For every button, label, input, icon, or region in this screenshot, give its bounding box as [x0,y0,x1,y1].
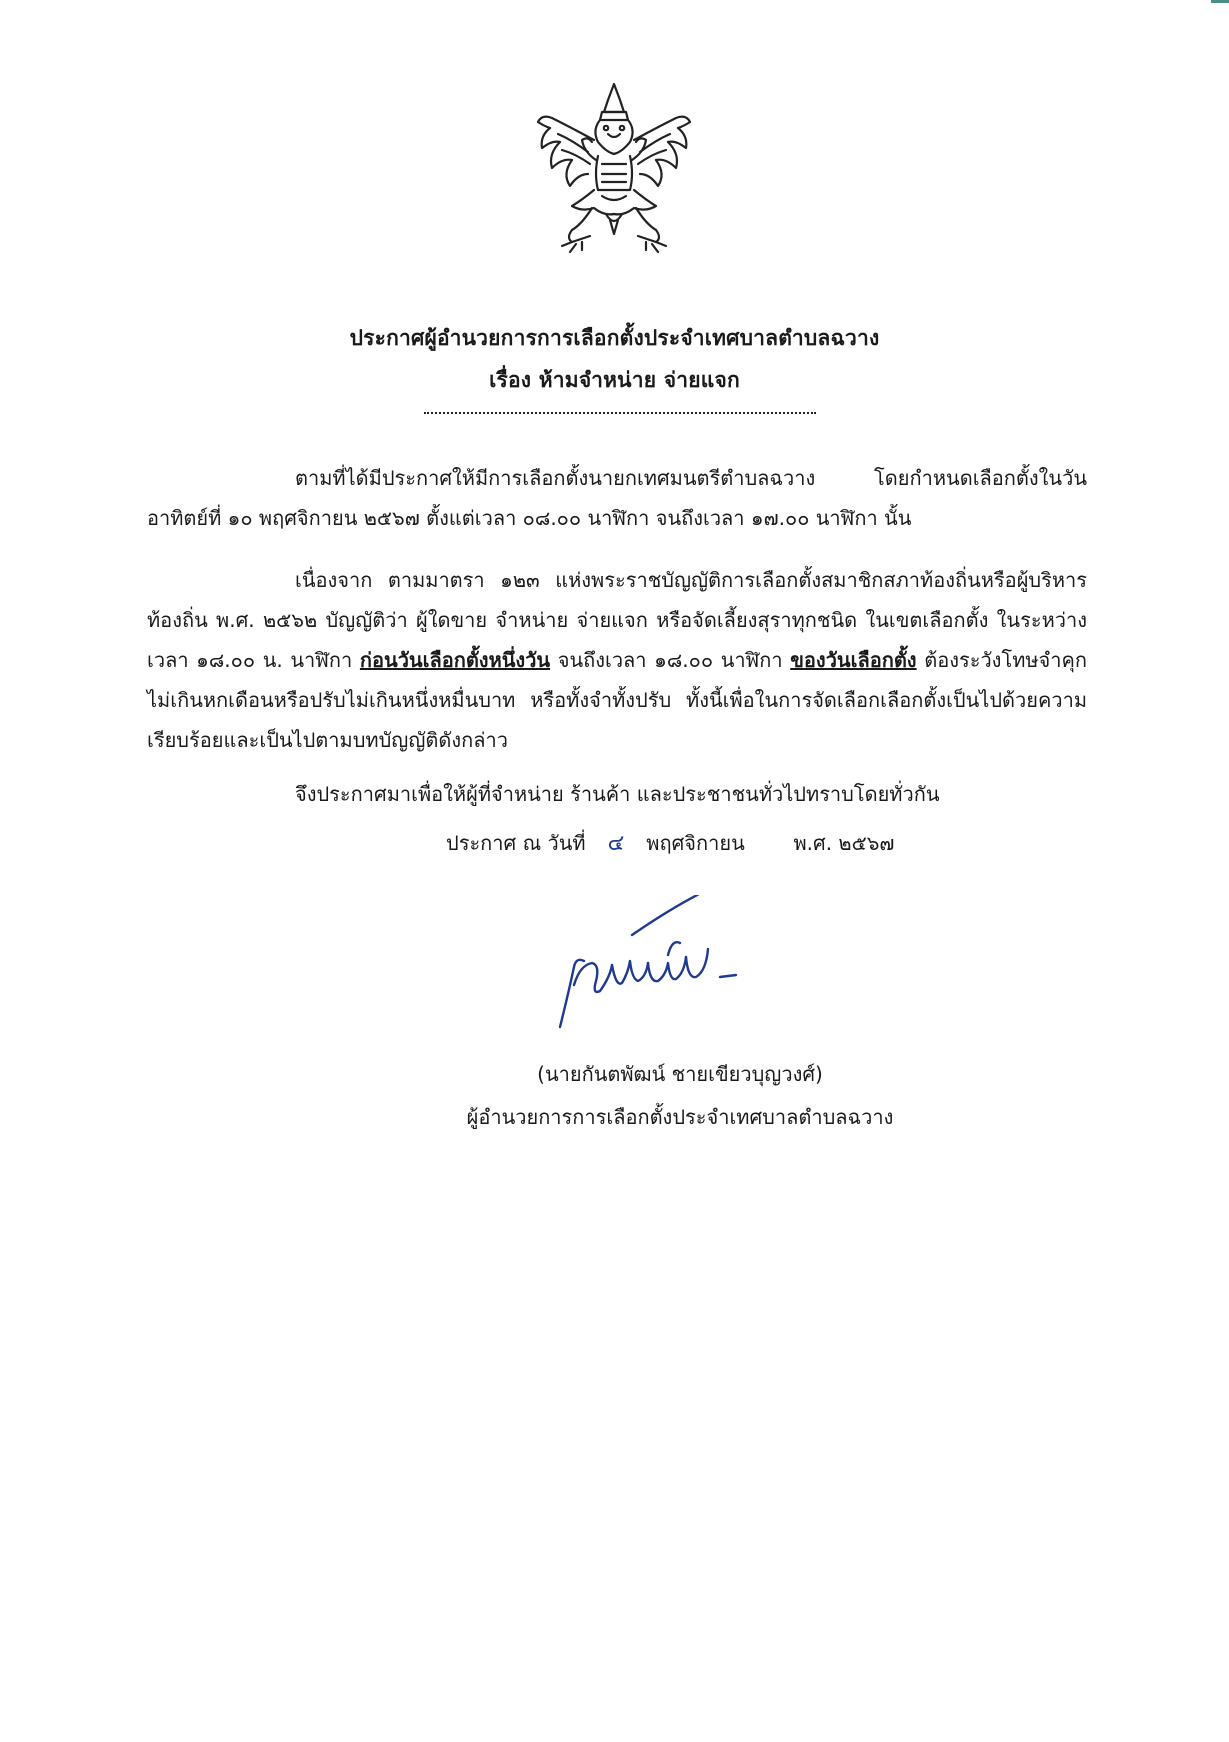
signatory-name: (นายกันตพัฒน์ ชายเขียวบุญวงศ์) [537,1062,823,1086]
announce-month: พฤศจิกายน [646,831,745,855]
announce-prefix: ประกาศ ณ วันที่ [446,831,586,855]
announcement-date-line [446,823,894,864]
signature-icon [540,895,830,1055]
garuda-emblem-icon [532,78,696,260]
emphasis-day-before-election: ก่อนวันเลือกตั้งหนึ่งวัน [359,648,551,672]
paragraph-text: จนถึงเวลา ๑๘.๐๐ นาฬิกา [550,648,791,672]
announce-day-handwritten: ๔ [607,831,625,856]
emphasis-election-day: ของวันเลือกตั้ง [790,648,917,672]
announcement-title: ประกาศผู้อำนวยการการเลือกตั้งประจำเทศบาลตำบลฉวาง [349,326,880,350]
paragraph-text: เนื่องจาก ตามมาตรา ๑๒๓ แห่งพระราชบัญญัติการเลือกตั้งสมาชิกสภาท้องถิ่นหรือผู้บริหารท้องถิ่น พ.ศ. ๒๕๖๒ บัญญัติว่า ผู้ใดขาย จำหน่าย จ่ายแจก หรือจัดเลี้ยงสุราทุกชนิด ในเขตเลือกตั้ง ในระหว่างเวลา ๑๘.๐๐ น. นาฬิกา [147,568,1087,672]
announcement-subject: เรื่อง ห้ามจำหน่าย จ่ายแจก [489,368,740,392]
paragraph-election-schedule: ตามที่ได้มีประกาศให้มีการเลือกตั้งนายกเทศมนตรีตำบลฉวาง โดยกำหนดเลือกตั้งในวันอาทิตย์ที่ ๑๐ พฤศจิกายน ๒๕๖๗ ตั้งแต่เวลา ๐๘.๐๐ นาฬิกา จนถึงเวลา ๑๗.๐๐ นาฬิกา นั้น [147,466,1087,530]
dotted-divider [424,412,816,414]
signatory-position: ผู้อำนวยการการเลือกตั้งประจำเทศบาลตำบลฉวาง [466,1105,894,1129]
paragraph-notice: จึงประกาศมาเพื่อให้ผู้ที่จำหน่าย ร้านค้า และประชาชนทั่วไปทราบโดยทั่วกัน [295,782,940,806]
announce-year: พ.ศ. ๒๕๖๗ [793,831,895,855]
paragraph-text: ต้องระวังโทษจำคุกไม่เกินหกเดือนหรือปรับไม่เกินหนึ่งหมื่นบาท หรือทั้งจำทั้งปรับ ทั้งนี้เพื่อในการจัดเลือกเลือกตั้งเป็นไปด้วยความเรียบร้อยและเป็นไปตามบทบัญญัติดังกล่าว [147,648,1087,752]
scan-edge-mark [1211,0,1229,3]
paragraph-legal-prohibition [147,560,1087,760]
